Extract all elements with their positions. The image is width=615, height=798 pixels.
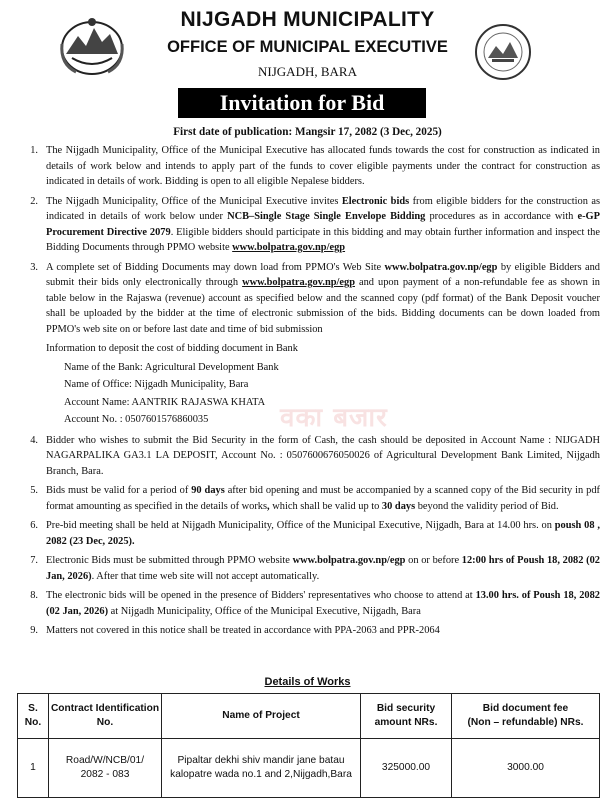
location-line: NIJGADH, BARA bbox=[258, 64, 357, 79]
cell-security: 325000.00 bbox=[361, 739, 452, 798]
notice-item-2: 2. The Nijgadh Municipality, Office of the Municipal Executive invites Electronic bids from eligible bidders for the construction as indicated in details of work below under NCB–Single Stage Single Envelope Bidding procedures as in accordance with e-GP Procurement Directive 2079. Eligible bidders should participate in this bidding and may obtain further information and inspect the Bidding Documents through PPMO website www.bolpatra.gov.np/egp bbox=[30, 195, 600, 253]
table-row bbox=[18, 739, 600, 798]
cell-fee: 3000.00 bbox=[452, 739, 600, 798]
notice-item-9: 9. Matters not covered in this notice shall be treated in accordance with PPA-2063 and PPR-2064 bbox=[30, 625, 440, 637]
works-table bbox=[17, 693, 600, 798]
municipality-title: NIJGADH MUNICIPALITY bbox=[180, 8, 435, 31]
notice-item-8: 8. The electronic bids will be opened in the presence of Bidders' representatives who choose to attend at 13.00 hrs. of Poush 18, 2082 (02 Jan, 2026) at Nijgadh Municipality, Office of the Municipal Executive, Nijgadh, Bara bbox=[30, 590, 600, 617]
col-contract: Contract Identification No. bbox=[49, 694, 162, 739]
cell-sno: 1 bbox=[18, 739, 49, 798]
col-security: Bid security amount NRs. bbox=[361, 694, 452, 739]
col-project: Name of Project bbox=[162, 694, 361, 739]
table-header-row bbox=[18, 694, 600, 739]
ppmo-link[interactable]: www.bolpatra.gov.np/egp bbox=[292, 555, 406, 567]
bank-account-name: Account Name: AANTRIK RAJASWA KHATA bbox=[64, 396, 266, 408]
col-fee: Bid document fee (Non – refundable) NRs. bbox=[452, 694, 600, 739]
ppmo-link[interactable]: www.bolpatra.gov.np/egp bbox=[242, 277, 355, 288]
notice-item-3: 3. A complete set of Bidding Documents may down load from PPMO's Web Site www.bolpatra.gov.np/egp by eligible Bidders and submit their bids only electronically through www.bolpatra.gov.np/egp and upon payment of a non-refundable fee as shown in table below in the Rajaswa (revenue) account as specified below and the scanned copy (pdf format) of the Bank Deposit voucher shall be uploaded by the bidder at the time of electronic submission of the bids. Bidding documents can be down loaded from PPMO's web site on or before last date and time of bid submission bbox=[30, 261, 600, 335]
notice-item-7: 7. Electronic Bids must be submitted through PPMO website www.bolpatra.gov.np/egp on or before 12:00 hrs of Poush 18, 2082 (02 Jan, 2026). After that time web site will not accept automatically. bbox=[30, 555, 600, 582]
col-sno: S. No. bbox=[18, 694, 49, 739]
bank-office: Name of Office: Nijgadh Municipality, Bara bbox=[64, 379, 249, 391]
ppmo-link[interactable]: www.bolpatra.gov.np/egp bbox=[232, 242, 346, 253]
cell-contract: Road/W/NCB/01/ 2082 - 083 bbox=[49, 739, 162, 798]
notice-item-4: 4. Bidder who wishes to submit the Bid Security in the form of Cash, the cash should be deposited in Account Name : NIJGADH NAGARPALIKA GA3.1 LA DEPOSIT, Account No. : 0507600676050026 of Agricultural Development Bank Limited, Nijgadh Branch, Bara. bbox=[30, 434, 600, 477]
bank-name: Name of the Bank: Agricultural Development Bank bbox=[64, 361, 279, 373]
bank-info-heading: Information to deposit the cost of bidding document in Bank bbox=[46, 343, 298, 354]
watermark: वका बजार bbox=[280, 403, 388, 433]
cell-project: Pipaltar dekhi shiv mandir jane batau kalopatre wada no.1 and 2,Nijgadh,Bara bbox=[162, 739, 361, 798]
office-title: OFFICE OF MUNICIPAL EXECUTIVE bbox=[167, 38, 448, 56]
notice-item-6: 6. Pre-bid meeting shall be held at Nijgadh Municipality, Office of the Municipal Executive, Nijgadh, Bara at 14.00 hrs. on poush 08 , 2082 (23 Dec, 2025). bbox=[30, 520, 600, 547]
ppmo-link[interactable]: www.bolpatra.gov.np/egp bbox=[384, 261, 498, 273]
notice-items bbox=[18, 143, 600, 643]
notice-item-5: 5. Bids must be valid for a period of 90 days after bid opening and must be accompanied by a scanned copy of the Bid security in pdf format amounting as specified in the details of works, which shall be valid up to 30 days beyond the validity period of Bid. bbox=[30, 485, 601, 512]
invitation-banner: Invitation for Bid bbox=[178, 88, 426, 118]
bank-account-no: Account No. : 0507601576860035 bbox=[64, 414, 209, 426]
publication-date: First date of publication: Mangsir 17, 2082 (3 Dec, 2025) bbox=[173, 126, 442, 138]
table-title: Details of Works bbox=[264, 676, 351, 688]
notice-item-1: 1. The Nijgadh Municipality, Office of the Municipal Executive has allocated funds towards the cost for construction as indicated in details of work below and intends to apply part of the funds to cover eligible payments under the contract for construction as indicated in details of work. Bidding is open to all eligible Nepalese bidders. bbox=[30, 145, 600, 187]
